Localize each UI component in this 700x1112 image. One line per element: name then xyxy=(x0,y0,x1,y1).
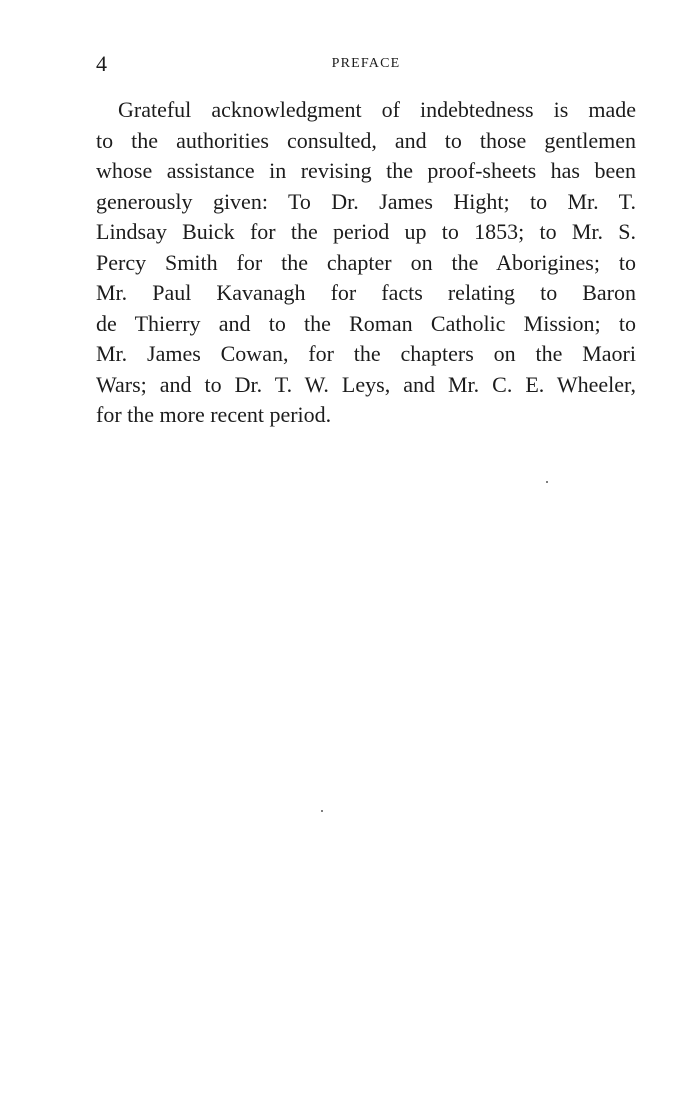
scan-speck xyxy=(321,810,323,812)
preface-paragraph xyxy=(96,95,636,431)
running-head: PREFACE xyxy=(331,56,401,71)
paragraph-line: Wars; and to Dr. T. W. Leys, and Mr. C. E. Wheeler, xyxy=(96,371,636,397)
page-number: 4 xyxy=(96,51,107,76)
paragraph-line: Lindsay Buick for the period up to 1853; to Mr. S. xyxy=(96,219,636,244)
paragraph-line: for the more recent period. xyxy=(96,402,332,427)
paragraph-line: Mr. James Cowan, for the chapters on the Maori xyxy=(96,341,636,366)
paragraph-line: de Thierry and to the Roman Catholic Mission; to xyxy=(96,310,636,336)
paragraph-line: generously given: To Dr. James Hight; to Mr. T. xyxy=(96,188,636,214)
paragraph-line: Grateful acknowledgment of indebtedness is made xyxy=(118,97,636,122)
paragraph-line: whose assistance in revising the proof-sheets has been xyxy=(96,158,636,183)
page-header xyxy=(96,50,636,78)
paragraph-line: Mr. Paul Kavanagh for facts relating to Baron xyxy=(96,280,636,305)
scan-speck xyxy=(546,481,548,483)
paragraph-line: to the authorities consulted, and to those gentlemen xyxy=(96,127,636,153)
paragraph-line: Percy Smith for the chapter on the Aborigines; to xyxy=(96,249,636,275)
